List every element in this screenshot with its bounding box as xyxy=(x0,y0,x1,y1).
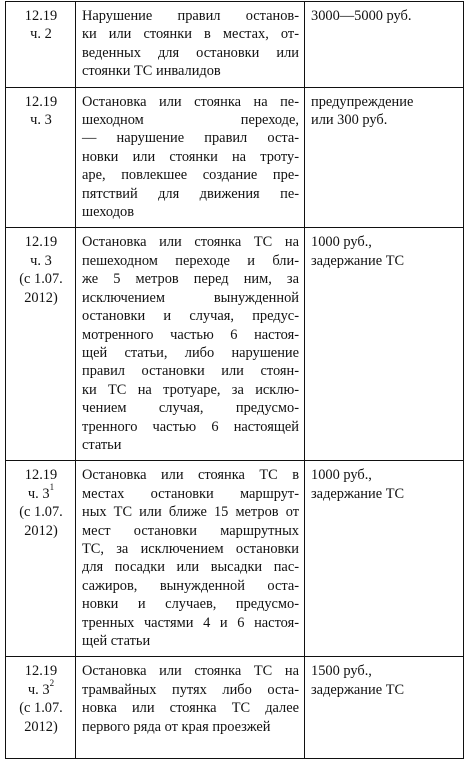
article-cell xyxy=(6,2,76,88)
description-line: пешеходном переходе и бли- xyxy=(82,252,299,269)
description-line: щей статьи xyxy=(82,633,151,649)
article-cell xyxy=(6,228,76,461)
article-line: (с 1.07. xyxy=(19,271,63,288)
table-row xyxy=(6,657,464,759)
description-line: аре, повлекшее создание пре- xyxy=(82,167,299,184)
penalty-line: 1000 руб., xyxy=(311,234,372,251)
description-line: сажиров, вынужденной оста- xyxy=(82,577,299,594)
violation-description-cell xyxy=(76,461,305,657)
penalty-line: задержание ТС xyxy=(311,485,405,502)
article-line: ч. 3 xyxy=(30,112,52,129)
penalty-line: или 300 руб. xyxy=(311,112,388,129)
description-line: пятствий для движения пе- xyxy=(82,185,299,202)
article-line: ч. 2 xyxy=(30,26,52,43)
article-line: ч. $3^2$ xyxy=(27,678,55,698)
article-line: (с 1.07. xyxy=(19,504,63,521)
violation-description-cell xyxy=(76,657,305,759)
article-line: ч. $3^1$ xyxy=(27,481,55,502)
description-line: новки или стоянки на троту- xyxy=(82,148,299,165)
article-line: 2012) xyxy=(24,522,58,539)
description-line: тренного частью 6 настоящей xyxy=(82,418,299,435)
description-line: местах остановки маршрут- xyxy=(82,485,299,502)
description-line: ки ТС на тротуаре, за исклю- xyxy=(82,381,299,398)
description-line: трамвайных путях либо оста- xyxy=(82,681,299,698)
description-line: — нарушение правил оста- xyxy=(82,130,299,147)
penalty-cell xyxy=(305,461,464,657)
table-row xyxy=(6,461,464,657)
fines-table xyxy=(5,1,464,759)
violation-description-cell xyxy=(76,228,305,461)
penalty-line: 1000 руб., xyxy=(311,467,372,484)
penalty-cell xyxy=(305,657,464,759)
violation-description-cell xyxy=(76,87,305,228)
description-line: мест остановки маршрутных xyxy=(82,522,299,539)
article-line: 12.19 xyxy=(24,663,58,680)
table-row xyxy=(6,228,464,461)
description-line: новки и случаев, предусмо- xyxy=(82,596,299,613)
description-line: остановки и случая, предус- xyxy=(82,308,299,325)
article-line: ч. 3 xyxy=(30,252,52,269)
description-line: Нарушение правил останов- xyxy=(82,8,299,24)
description-line: шеходном переходе, xyxy=(82,112,299,129)
description-line: правил остановки или стоян- xyxy=(82,363,299,380)
description-line: исключением вынужденной xyxy=(82,289,299,306)
article-line: 12.19 xyxy=(24,467,58,484)
penalty-line: 3000—5000 руб. xyxy=(311,8,412,24)
description-line: ных ТС или ближе 15 метров от xyxy=(82,504,299,521)
penalty-line: предупреждение xyxy=(311,93,414,110)
description-line: стоянки ТС инвалидов xyxy=(82,63,221,80)
penalty-cell xyxy=(305,228,464,461)
description-line: Остановка или стоянка ТС на xyxy=(82,234,299,251)
description-line: новка или стоянка ТС далее xyxy=(82,700,299,717)
article-cell xyxy=(6,87,76,228)
description-line: первого ряда от края проезжей xyxy=(82,718,271,735)
article-line: 12.19 xyxy=(24,93,58,110)
table-row xyxy=(6,2,464,88)
description-line: Остановка или стоянка ТС в xyxy=(82,467,299,484)
description-line: же 5 метров перед ним, за xyxy=(82,271,299,288)
description-line: шеходов xyxy=(82,204,135,221)
article-line: (с 1.07. xyxy=(19,700,63,717)
description-line: тренных частями 4 и 6 настоя- xyxy=(82,614,299,631)
article-line: 12.19 xyxy=(24,8,58,24)
article-cell xyxy=(6,461,76,657)
penalty-line: задержание ТС xyxy=(311,681,405,698)
description-line: ТС, за исключением остановки xyxy=(82,540,299,557)
article-line: 2012) xyxy=(24,289,58,306)
description-line: статьи xyxy=(82,436,122,453)
table-row xyxy=(6,87,464,228)
description-line: ки или стоянки в местах, от- xyxy=(82,26,299,43)
article-superscript: 2 xyxy=(49,678,55,689)
description-line: Остановка или стоянка на пе- xyxy=(82,93,299,110)
description-line: для посадки или высадки пас- xyxy=(82,559,299,576)
penalty-line: 1500 руб., xyxy=(311,663,372,680)
violation-description-cell xyxy=(76,2,305,88)
article-line: 2012) xyxy=(24,718,58,735)
description-line: чением случая, предусмо- xyxy=(82,400,299,417)
article-superscript: 1 xyxy=(49,481,55,492)
article-line: 12.19 xyxy=(24,234,58,251)
article-cell xyxy=(6,657,76,759)
description-line: Остановка или стоянка ТС на xyxy=(82,663,299,680)
description-line: веденных для остановки или xyxy=(82,44,299,61)
description-line: мотренного частью 6 настоя- xyxy=(82,326,299,343)
penalty-cell xyxy=(305,2,464,88)
penalty-line: задержание ТС xyxy=(311,252,405,269)
description-line: щей статьи, либо нарушение xyxy=(82,344,299,361)
penalty-cell xyxy=(305,87,464,228)
